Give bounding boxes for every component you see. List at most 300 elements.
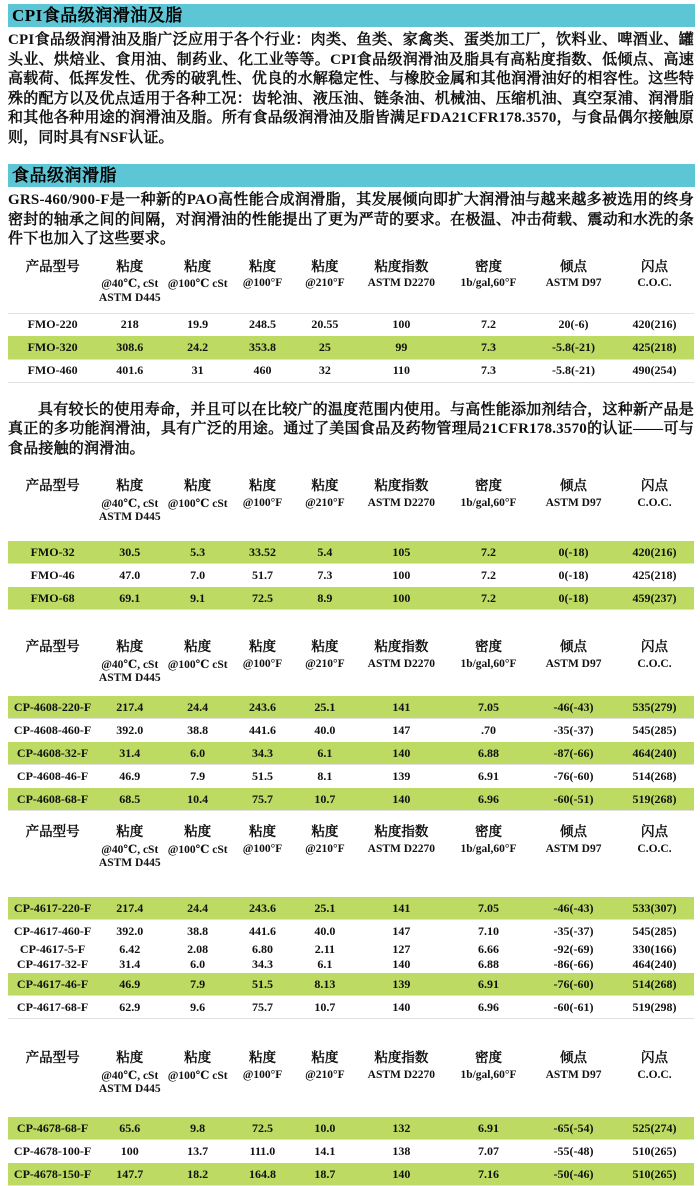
value-cell: 111.0 (233, 1140, 292, 1163)
header-cell-condition: @100°F (242, 842, 283, 855)
header-cell-empty (8, 275, 97, 292)
table-row (8, 359, 694, 382)
product-model-cell: FMO-220 (8, 313, 97, 336)
value-cell: -76(-60) (532, 973, 615, 996)
header-row-titles (8, 1045, 694, 1066)
header-cell-method: ASTM D445 (98, 511, 161, 523)
header-cell-condition: @210°F (305, 496, 345, 509)
header-cell-title: 粘度 (311, 258, 339, 274)
value-cell: 10.4 (162, 788, 233, 811)
cp-4617-table (0, 819, 700, 1019)
header-cell-title: 密度 (474, 824, 502, 839)
value-cell: 6.88 (477, 957, 499, 971)
value-cell: 8.13 (292, 973, 358, 996)
value-cell: 105 (358, 541, 445, 564)
value-cell: 9.8 (162, 1117, 233, 1140)
header-cell-condition: C.O.C. (637, 842, 672, 855)
header-cell-product: 产品型号 (25, 258, 80, 274)
value-cell: 68.5 (97, 788, 162, 811)
header-row-conditions (8, 494, 694, 511)
header-cell-title: 闪点 (641, 1050, 669, 1065)
value-cell: 441.6 (233, 719, 292, 742)
value-cell: 139 (358, 973, 445, 996)
product-model-cell: CP-4617-46-F (8, 973, 97, 996)
value-cell: 464(240) (632, 957, 677, 971)
value-cell: 40.0 (292, 719, 358, 742)
header-row-conditions (8, 655, 694, 672)
header-cell-product: 产品型号 (25, 639, 80, 654)
header-cell-condition: @40℃, cSt (101, 843, 159, 856)
header-cell-method (233, 857, 292, 874)
header-cell-title: 密度 (474, 639, 502, 654)
value-cell: 9.1 (162, 587, 233, 610)
header-cell-method (445, 292, 532, 309)
header-row-conditions (8, 275, 694, 292)
header-cell-method: ASTM D445 (98, 291, 161, 304)
value-cell: 13.7 (162, 1140, 233, 1163)
value-cell: 34.3 (233, 742, 292, 765)
value-cell: 7.2 (445, 587, 532, 610)
header-cell-method (615, 672, 694, 689)
header-cell-condition: ASTM D97 (545, 496, 602, 509)
value-cell: 7.9 (162, 973, 233, 996)
header-cell-empty (8, 511, 97, 528)
header-cell-empty (8, 672, 97, 689)
header-cell-title: 粘度 (248, 478, 276, 493)
header-cell-title: 粘度 (184, 478, 212, 493)
cp-4678-table (0, 1045, 700, 1186)
value-cell: 132 (358, 1117, 445, 1140)
header-cell-condition: ASTM D97 (545, 277, 602, 289)
header-cell-method (532, 672, 615, 689)
header-cell-method (358, 511, 445, 528)
value-cell: 20.55 (292, 313, 358, 336)
header-body-spacer (8, 1100, 694, 1117)
header-cell-method (445, 511, 532, 528)
header-cell-title: 倾点 (560, 1050, 588, 1065)
value-cell: 100 (358, 313, 445, 336)
header-cell-method: ASTM D445 (98, 1083, 161, 1095)
header-cell-product: 产品型号 (25, 1050, 80, 1065)
spec-data-grid (8, 1045, 694, 1186)
product-model-cell: CP-4678-100-F (8, 1140, 97, 1163)
value-cell: 545(285) (615, 719, 694, 742)
value-cell: 6.91 (445, 765, 532, 788)
header-cell-condition: ASTM D2270 (367, 1068, 436, 1081)
header-row-conditions (8, 840, 694, 857)
header-cell-condition: ASTM D2270 (367, 842, 436, 855)
value-cell: 72.5 (233, 1117, 292, 1140)
value-cell: 141 (358, 897, 445, 920)
table-row (8, 957, 694, 973)
value-cell: 110 (358, 359, 445, 382)
value-cell: 510(265) (615, 1163, 694, 1186)
header-cell-title: 粘度 (184, 258, 212, 274)
value-cell: 330(166) (632, 942, 677, 956)
value-cell: -92(-69) (553, 942, 594, 956)
value-cell: 6.91 (445, 973, 532, 996)
header-cell-condition: ASTM D2270 (367, 657, 436, 670)
header-cell-empty (8, 494, 97, 511)
value-cell: 75.7 (233, 996, 292, 1019)
value-cell: 18.2 (162, 1163, 233, 1186)
value-cell: 141 (358, 696, 445, 719)
value-cell: 51.5 (233, 973, 292, 996)
value-cell: 25.1 (292, 696, 358, 719)
header-cell-method (233, 292, 292, 309)
value-cell: -5.8(-21) (532, 336, 615, 359)
table-row (8, 897, 694, 920)
value-cell: -46(-43) (532, 696, 615, 719)
value-cell: 425(218) (615, 336, 694, 359)
header-cell-method (292, 672, 358, 689)
value-cell: 10.7 (292, 788, 358, 811)
value-cell: 243.6 (233, 696, 292, 719)
value-cell: 138 (358, 1140, 445, 1163)
header-cell-condition: 1b/gal,60°F (460, 496, 517, 509)
header-cell-condition: @100°F (242, 496, 283, 509)
product-model-cell: CP-4617-460-F (8, 920, 97, 943)
header-cell-title: 倾点 (560, 258, 588, 274)
header-row-titles (8, 254, 694, 275)
header-cell-method (162, 292, 233, 309)
value-cell: 2.08 (187, 942, 209, 956)
header-cell-method (292, 1083, 358, 1100)
section-title-food-grade-oils: CPI食品级润滑油及脂 (8, 4, 695, 27)
value-cell: 510(265) (615, 1140, 694, 1163)
value-cell: 6.96 (445, 788, 532, 811)
value-cell: 7.3 (292, 564, 358, 587)
table-row (8, 336, 694, 359)
value-cell: 7.2 (445, 564, 532, 587)
header-cell-condition: @40℃, cSt (101, 278, 159, 290)
value-cell: 6.96 (445, 996, 532, 1019)
header-cell-title: 粘度 (248, 639, 276, 654)
value-cell: 7.9 (162, 765, 233, 788)
header-cell-method (358, 292, 445, 309)
header-cell-product: 产品型号 (25, 478, 80, 493)
value-cell: -5.8(-21) (532, 359, 615, 382)
header-cell-title: 闪点 (641, 258, 669, 274)
header-cell-condition: @100°F (242, 657, 283, 670)
product-model-cell: CP-4617-32-F (16, 957, 89, 971)
value-cell: 7.2 (445, 541, 532, 564)
header-cell-condition: @210°F (305, 842, 345, 855)
value-cell: -60(-51) (532, 788, 615, 811)
value-cell: 32 (292, 359, 358, 382)
header-cell-condition: ASTM D97 (545, 1068, 602, 1081)
header-cell-condition: @40℃, cSt (101, 658, 159, 671)
header-cell-condition: ASTM D2270 (367, 277, 436, 289)
header-cell-title: 倾点 (560, 478, 588, 493)
value-cell: -55(-48) (532, 1140, 615, 1163)
table-row (8, 788, 694, 811)
header-cell-title: 密度 (474, 478, 502, 493)
header-cell-condition: @100°F (242, 1068, 283, 1081)
header-row-method (8, 1083, 694, 1100)
value-cell: 525(274) (615, 1117, 694, 1140)
table-row (8, 541, 694, 564)
value-cell: 6.91 (445, 1117, 532, 1140)
value-cell: 147 (358, 719, 445, 742)
value-cell: 9.6 (162, 996, 233, 1019)
product-model-cell: CP-4617-68-F (8, 996, 97, 1019)
value-cell: 147.7 (97, 1163, 162, 1186)
header-cell-empty (8, 655, 97, 672)
value-cell: 0(-18) (532, 587, 615, 610)
header-cell-condition: ASTM D97 (545, 842, 602, 855)
header-cell-condition: @210°F (305, 277, 345, 289)
value-cell: 140 (392, 957, 411, 971)
value-cell: 69.1 (97, 587, 162, 610)
value-cell: 25.1 (292, 897, 358, 920)
header-cell-condition: 1b/gal,60°F (460, 657, 517, 670)
header-cell-method (358, 672, 445, 689)
header-cell-method (615, 857, 694, 874)
header-cell-title: 粘度 (248, 1050, 276, 1065)
value-cell: 514(268) (615, 765, 694, 788)
header-cell-method (445, 1083, 532, 1100)
value-cell: 51.5 (233, 765, 292, 788)
value-cell: .70 (445, 719, 532, 742)
value-cell: 10.7 (292, 996, 358, 1019)
table-row (8, 564, 694, 587)
header-cell-method (532, 292, 615, 309)
header-cell-condition: 1b/gal,60°F (460, 277, 517, 289)
value-cell: 243.6 (233, 897, 292, 920)
header-cell-condition: C.O.C. (637, 496, 672, 509)
header-cell-condition: @40℃, cSt (101, 1069, 159, 1082)
value-cell: 7.3 (445, 336, 532, 359)
header-cell-method (615, 292, 694, 309)
value-cell: 18.7 (292, 1163, 358, 1186)
value-cell: 6.42 (119, 942, 141, 956)
value-cell: 2.11 (314, 942, 336, 956)
header-row-method (8, 511, 694, 528)
header-cell-empty (8, 292, 97, 309)
oil-benefits-paragraph: 具有较长的使用寿命，并且可以在比较广的温度范围内使用。与高性能添加剂结合，这种新产品是真正的多功能润滑油，具有广泛的用途。通过了美国食品及药物管理局21CFR178.3570的认证——可与食品接触的润滑油。 (8, 401, 694, 457)
product-model-cell: CP-4608-32-F (8, 742, 97, 765)
header-cell-title: 闪点 (641, 639, 669, 654)
value-cell: 6.1 (317, 957, 333, 971)
header-cell-title: 粘度 (184, 824, 212, 839)
header-cell-condition: ASTM D2270 (367, 496, 436, 509)
value-cell: 7.05 (445, 696, 532, 719)
header-cell-condition: C.O.C. (637, 277, 672, 289)
header-cell-method (445, 857, 532, 874)
header-cell-method (358, 1083, 445, 1100)
value-cell: 34.3 (251, 957, 273, 971)
value-cell: 75.7 (233, 788, 292, 811)
value-cell: 8.9 (292, 587, 358, 610)
header-cell-condition: @100℃ cSt (167, 658, 228, 671)
table-row (8, 920, 694, 943)
header-cell-condition: @100℃ cSt (167, 497, 228, 510)
header-cell-title: 粘度 (311, 478, 339, 493)
value-cell: 519(298) (615, 996, 694, 1019)
value-cell: 519(268) (615, 788, 694, 811)
header-cell-title: 粘度指数 (374, 1050, 429, 1065)
value-cell: 140 (358, 788, 445, 811)
header-cell-method (233, 672, 292, 689)
value-cell: 392.0 (97, 920, 162, 943)
header-cell-condition: ASTM D97 (545, 657, 602, 670)
product-model-cell: CP-4608-460-F (8, 719, 97, 742)
value-cell: 99 (358, 336, 445, 359)
product-model-cell: FMO-320 (8, 336, 97, 359)
header-cell-title: 粘度 (184, 1050, 212, 1065)
value-cell: 24.4 (162, 696, 233, 719)
value-cell: 533(307) (615, 897, 694, 920)
value-cell: 464(240) (615, 742, 694, 765)
header-cell-method (615, 511, 694, 528)
value-cell: -35(-37) (532, 920, 615, 943)
header-cell-title: 倾点 (560, 639, 588, 654)
table-row (8, 996, 694, 1019)
table-row (8, 313, 694, 336)
header-cell-title: 粘度 (311, 824, 339, 839)
header-row-method (8, 672, 694, 689)
table-row (8, 973, 694, 996)
section-title-food-grade-grease: 食品级润滑脂 (8, 164, 695, 187)
cp-4608-table (0, 634, 700, 811)
header-cell-title: 粘度 (311, 639, 339, 654)
header-cell-condition: C.O.C. (637, 1068, 672, 1081)
product-model-cell: CP-4608-220-F (8, 696, 97, 719)
header-cell-condition: @100℃ cSt (167, 843, 228, 856)
value-cell: 62.9 (97, 996, 162, 1019)
table-row (8, 742, 694, 765)
value-cell: -46(-43) (532, 897, 615, 920)
table-row (8, 1117, 694, 1140)
header-cell-method: ASTM D445 (98, 672, 161, 684)
value-cell: 46.9 (97, 973, 162, 996)
header-cell-method (162, 857, 233, 874)
product-model-cell: FMO-32 (8, 541, 97, 564)
value-cell: 10.0 (292, 1117, 358, 1140)
header-cell-method (292, 511, 358, 528)
header-cell-condition: @100℃ cSt (167, 1069, 228, 1082)
value-cell: 6.88 (445, 742, 532, 765)
header-cell-title: 倾点 (560, 824, 588, 839)
value-cell: 100 (358, 587, 445, 610)
value-cell: 47.0 (97, 564, 162, 587)
table-row (8, 587, 694, 610)
value-cell: 7.0 (162, 564, 233, 587)
header-cell-title: 粘度指数 (374, 639, 429, 654)
header-cell-method (233, 1083, 292, 1100)
header-cell-method (162, 1083, 233, 1100)
value-cell: 7.07 (445, 1140, 532, 1163)
value-cell: 147 (358, 920, 445, 943)
value-cell: 100 (358, 564, 445, 587)
header-cell-method (162, 511, 233, 528)
value-cell: 31.4 (97, 742, 162, 765)
header-cell-condition: C.O.C. (637, 657, 672, 670)
value-cell: 5.4 (292, 541, 358, 564)
value-cell: 140 (358, 1163, 445, 1186)
header-body-spacer (8, 528, 694, 541)
header-cell-condition: @100°F (242, 277, 283, 289)
value-cell: 392.0 (97, 719, 162, 742)
header-cell-title: 粘度 (116, 258, 144, 274)
product-model-cell: FMO-46 (8, 564, 97, 587)
header-cell-condition: 1b/gal,60°F (460, 1068, 517, 1081)
table-row (8, 719, 694, 742)
header-cell-title: 粘度 (116, 1050, 144, 1065)
value-cell: 514(268) (615, 973, 694, 996)
value-cell: 7.3 (445, 359, 532, 382)
header-cell-title: 粘度 (116, 639, 144, 654)
value-cell: 248.5 (233, 313, 292, 336)
header-row-titles (8, 634, 694, 655)
product-model-cell: FMO-68 (8, 587, 97, 610)
value-cell: 420(216) (615, 541, 694, 564)
value-cell: 441.6 (233, 920, 292, 943)
product-model-cell: CP-4608-46-F (8, 765, 97, 788)
value-cell: 164.8 (233, 1163, 292, 1186)
value-cell: 40.0 (292, 920, 358, 943)
value-cell: 217.4 (97, 897, 162, 920)
value-cell: -35(-37) (532, 719, 615, 742)
product-model-cell: CP-4617-220-F (8, 897, 97, 920)
header-cell-method (233, 511, 292, 528)
value-cell: 535(279) (615, 696, 694, 719)
header-cell-empty (8, 857, 97, 874)
header-cell-title: 闪点 (641, 824, 669, 839)
value-cell: 218 (97, 313, 162, 336)
value-cell: 51.7 (233, 564, 292, 587)
header-cell-title: 粘度 (116, 478, 144, 493)
table-row (8, 1140, 694, 1163)
table-row (8, 696, 694, 719)
header-cell-condition: @100℃ cSt (167, 278, 228, 290)
spec-data-grid (8, 634, 694, 811)
value-cell: 72.5 (233, 587, 292, 610)
value-cell: 459(237) (615, 587, 694, 610)
header-row-method (8, 857, 694, 874)
value-cell: 0(-18) (532, 564, 615, 587)
header-cell-empty (8, 1083, 97, 1100)
value-cell: -76(-60) (532, 765, 615, 788)
product-model-cell: CP-4678-150-F (8, 1163, 97, 1186)
value-cell: -87(-66) (532, 742, 615, 765)
spec-data-grid (8, 254, 694, 383)
value-cell: 19.9 (162, 313, 233, 336)
value-cell: 20(-6) (532, 313, 615, 336)
value-cell: -86(-66) (553, 957, 594, 971)
value-cell: -60(-61) (532, 996, 615, 1019)
header-cell-condition: 1b/gal,60°F (460, 842, 517, 855)
header-cell-title: 密度 (474, 258, 502, 274)
header-cell-method (358, 857, 445, 874)
value-cell: 65.6 (97, 1117, 162, 1140)
spec-data-grid (8, 473, 694, 610)
header-cell-empty (8, 840, 97, 857)
value-cell: 217.4 (97, 696, 162, 719)
value-cell: 353.8 (233, 336, 292, 359)
product-model-cell: CP-4617-5-F (19, 942, 86, 956)
header-cell-title: 粘度 (184, 639, 212, 654)
header-cell-method (292, 292, 358, 309)
header-cell-condition: @40℃, cSt (101, 497, 159, 510)
value-cell: 6.0 (190, 957, 206, 971)
value-cell: 7.16 (445, 1163, 532, 1186)
header-row-titles (8, 473, 694, 494)
value-cell: 308.6 (97, 336, 162, 359)
header-cell-method (532, 511, 615, 528)
header-row-method (8, 292, 694, 309)
